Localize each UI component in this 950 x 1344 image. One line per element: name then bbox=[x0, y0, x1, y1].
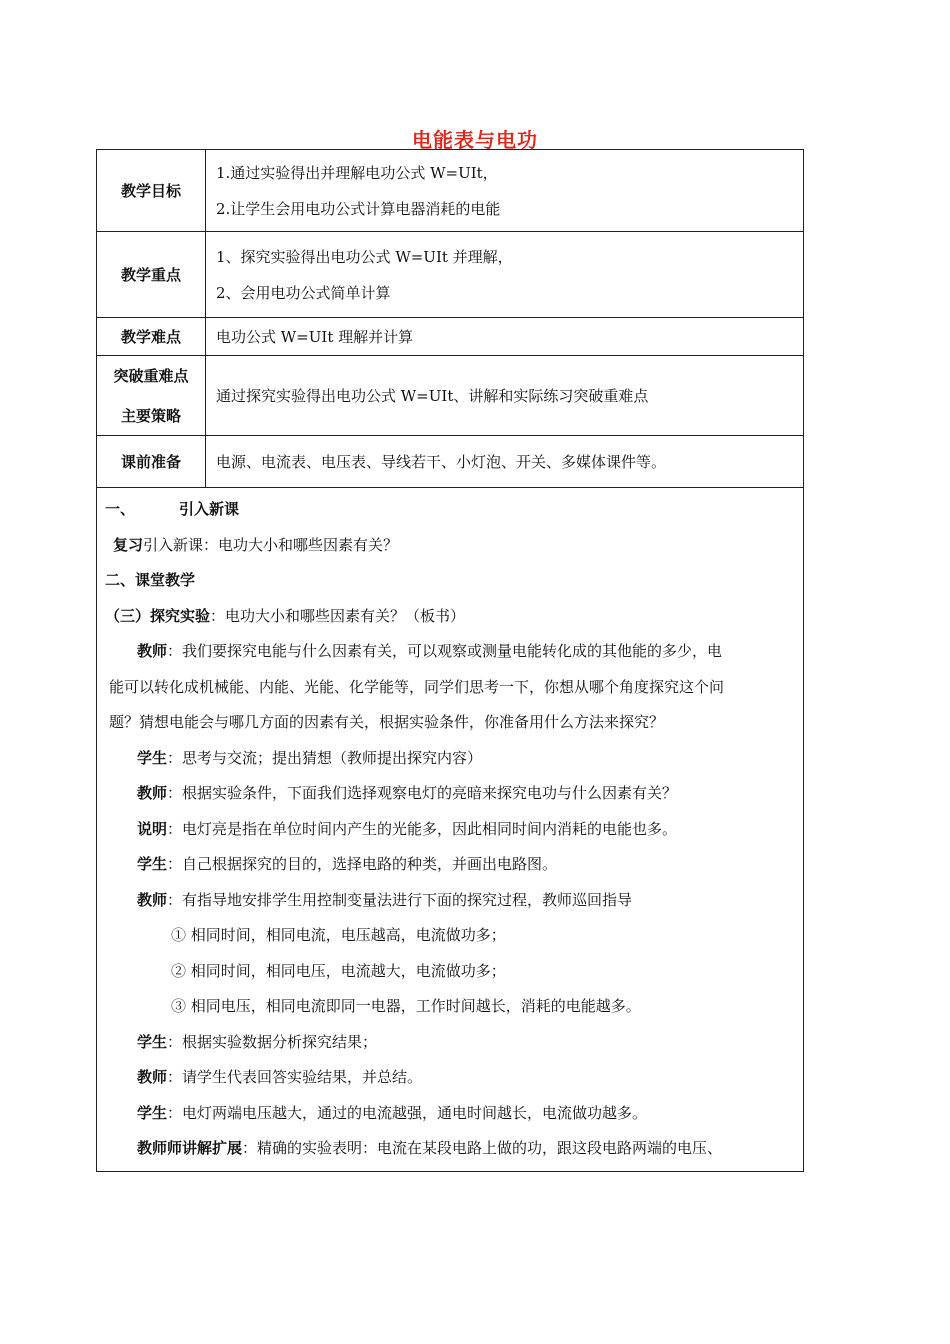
section-1-number: 一、 bbox=[105, 500, 136, 518]
teacher-text: ：有指导地安排学生用控制变量法进行下面的探究过程，教师巡回指导 bbox=[167, 890, 633, 909]
teacher-extension-text: ：精确的实验表明：电流在某段电路上做的功，跟这段电路两端的电压、 bbox=[242, 1139, 723, 1157]
note-paragraph bbox=[97, 812, 803, 848]
section-1-heading bbox=[97, 492, 803, 528]
lesson-table bbox=[96, 149, 804, 1172]
note-text: ：电灯亮是指在单位时间内产生的光能多，因此相同时间内消耗的电能也多。 bbox=[167, 819, 678, 838]
teacher-label: 教师 bbox=[137, 1068, 168, 1086]
teacher-label: 教师 bbox=[137, 784, 168, 802]
teacher-label: 教师 bbox=[137, 890, 168, 909]
strategy-label-line-1: 突破重难点 bbox=[113, 366, 189, 385]
row-content-difficulty bbox=[206, 318, 804, 356]
experiment-label: （三）探究实验 bbox=[105, 606, 211, 625]
review-text: 引入新课：电功大小和哪些因素有关？ bbox=[143, 535, 399, 554]
teacher-paragraph-1-line-2: 能可以转化成机械能、内能、光能、化学能等，同学们思考一下，你想从哪个角度探究这个问 bbox=[109, 677, 725, 696]
goal-line-2: 2.让学生会用电功公式计算电器消耗的电能 bbox=[216, 199, 501, 218]
row-label-difficulty: 教学难点 bbox=[97, 318, 206, 356]
row-label-goals: 教学目标 bbox=[97, 150, 206, 232]
table-row bbox=[97, 232, 804, 318]
student-label: 学生 bbox=[137, 748, 168, 767]
student-paragraph-1 bbox=[97, 741, 803, 777]
experiment-heading bbox=[97, 599, 803, 635]
student-paragraph-2 bbox=[97, 847, 803, 883]
strategy-line: 通过探究实验得出电功公式 W=UIt、讲解和实际练习突破重难点 bbox=[216, 386, 649, 405]
student-label: 学生 bbox=[137, 1032, 168, 1051]
table-row bbox=[97, 150, 804, 232]
key-line-2: 2、会用电功公式简单计算 bbox=[216, 283, 391, 302]
student-paragraph-3 bbox=[97, 1025, 803, 1061]
student-label: 学生 bbox=[137, 855, 168, 873]
page-title: 电能表与电功 bbox=[412, 128, 538, 152]
table-row bbox=[97, 436, 804, 488]
teacher-extension-label: 教师师讲解扩展 bbox=[137, 1139, 243, 1157]
table-row bbox=[97, 356, 804, 436]
student-text: ：电灯两端电压越大，通过的电流越强，通电时间越长，电流做功越多。 bbox=[167, 1103, 648, 1122]
difficulty-line: 电功公式 W=UIt 理解并计算 bbox=[216, 327, 414, 346]
conclusion-item-2: ② 相同时间，相同电压，电流越大，电流做功多； bbox=[171, 961, 506, 980]
table-row bbox=[97, 318, 804, 356]
teacher-paragraph-1-line-3: 题？猜想电能会与哪几方面的因素有关，根据实验条件，你准备用什么方法来探究？ bbox=[109, 713, 665, 731]
row-content-strategy bbox=[206, 356, 804, 436]
section-1-title: 引入新课 bbox=[179, 500, 240, 518]
student-text: ：根据实验数据分析探究结果； bbox=[167, 1032, 378, 1051]
teacher-text: ：我们要探究电能与什么因素有关，可以观察或测量电能转化成的其他能的多少，电 bbox=[167, 642, 723, 660]
note-label: 说明 bbox=[137, 819, 168, 838]
experiment-text: ：电功大小和哪些因素有关？（板书） bbox=[210, 606, 466, 625]
teacher-text: ：请学生代表回答实验结果，并总结。 bbox=[167, 1068, 423, 1086]
teacher-extension-paragraph bbox=[97, 1131, 803, 1167]
student-label: 学生 bbox=[137, 1103, 168, 1122]
preparation-line: 电源、电流表、电压表、导线若干、小灯泡、开关、多媒体课件等。 bbox=[216, 452, 667, 471]
row-label-key-points: 教学重点 bbox=[97, 232, 206, 318]
student-text: ：自己根据探究的目的，选择电路的种类，并画出电路图。 bbox=[167, 855, 558, 873]
student-paragraph-4 bbox=[97, 1096, 803, 1132]
strategy-label-line-2: 主要策略 bbox=[120, 406, 181, 425]
section-2-heading: 二、课堂教学 bbox=[105, 571, 196, 589]
teacher-paragraph-2 bbox=[97, 776, 803, 812]
row-content-goals bbox=[206, 150, 804, 232]
conclusion-item-3: ③ 相同电压，相同电流即同一电器，工作时间越长，消耗的电能越多。 bbox=[171, 997, 641, 1015]
table-row bbox=[97, 488, 804, 1172]
teacher-text: ：根据实验条件，下面我们选择观察电灯的亮暗来探究电功与什么因素有关？ bbox=[167, 784, 678, 802]
goal-line-1: 1.通过实验得出并理解电功公式 W=UIt， bbox=[216, 163, 498, 182]
review-paragraph bbox=[97, 528, 803, 564]
row-content-key-points bbox=[206, 232, 804, 318]
teacher-label: 教师 bbox=[137, 642, 168, 660]
review-label: 复习 bbox=[113, 535, 144, 554]
row-label-strategy bbox=[97, 356, 206, 436]
student-text: ：思考与交流；提出猜想（教师提出探究内容） bbox=[167, 748, 483, 767]
teacher-paragraph-1 bbox=[97, 634, 803, 670]
teacher-paragraph-3 bbox=[97, 883, 803, 919]
row-label-preparation: 课前准备 bbox=[97, 436, 206, 488]
key-line-1: 1、探究实验得出电功公式 W=UIt 并理解， bbox=[216, 247, 513, 266]
conclusion-item-1: ① 相同时间，相同电流，电压越高，电流做功多； bbox=[171, 926, 506, 944]
lesson-body bbox=[97, 488, 804, 1172]
row-content-preparation bbox=[206, 436, 804, 488]
teacher-paragraph-4 bbox=[97, 1060, 803, 1096]
